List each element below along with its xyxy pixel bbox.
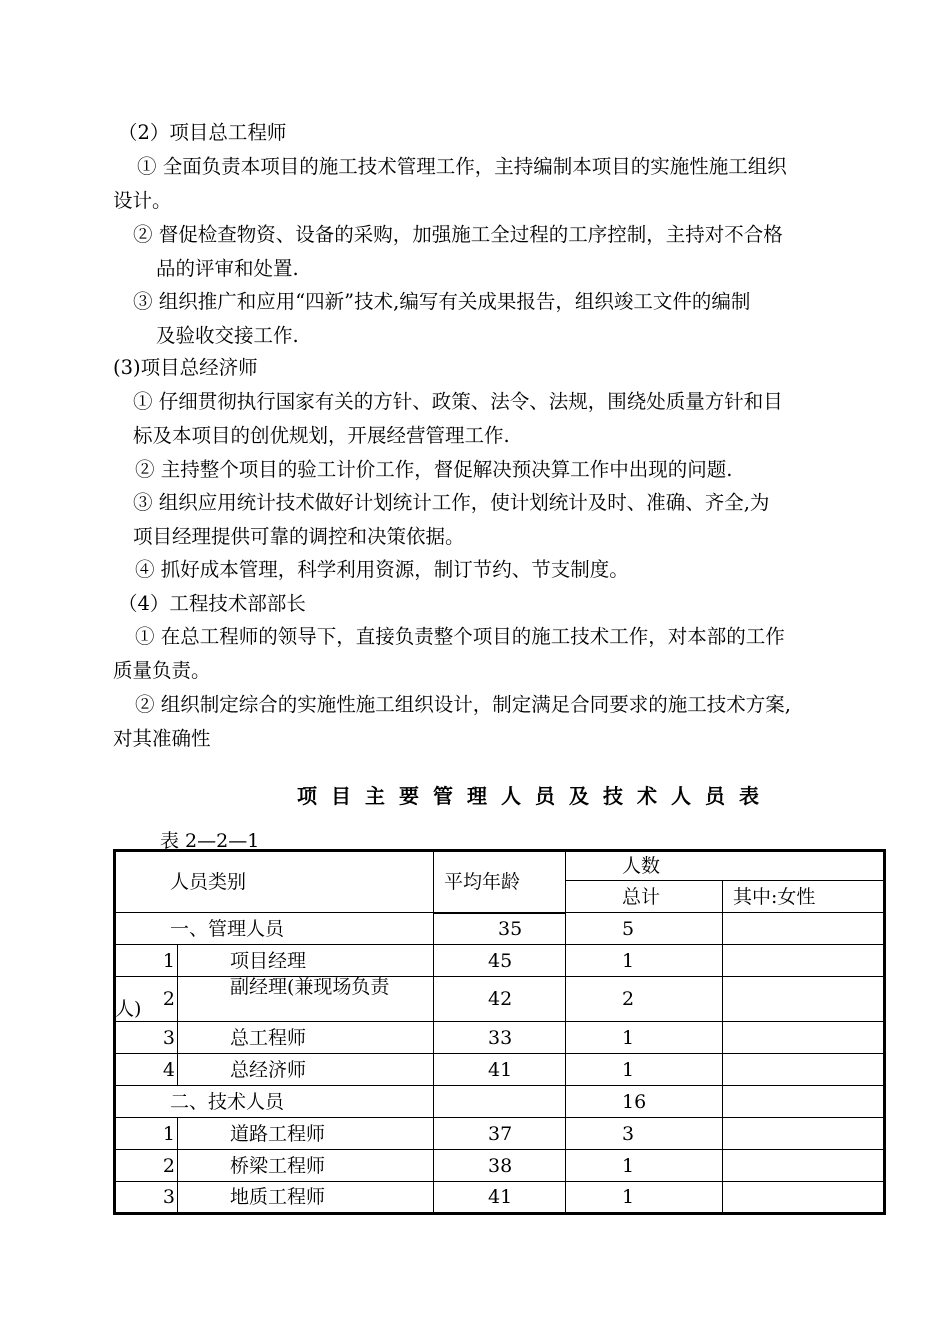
row-index: 3 <box>115 1022 178 1054</box>
staff-table <box>113 849 886 1215</box>
heading-tech-dept: （4）工程技术部部长 <box>118 592 306 615</box>
row-avg-age: 38 <box>434 1150 566 1182</box>
row-total: 2 <box>566 977 723 1022</box>
paragraph-line: ④ 抓好成本管理，科学利用资源，制订节约、节支制度。 <box>135 558 629 581</box>
row-female <box>723 1022 885 1054</box>
section-female <box>723 1086 885 1118</box>
row-name: 桥梁工程师 <box>178 1150 434 1182</box>
row-avg-age: 41 <box>434 1182 566 1214</box>
section-total: 5 <box>566 913 723 945</box>
paragraph-line: ① 在总工程师的领导下，直接负责整个项目的施工技术工作，对本部的工作 <box>135 625 785 648</box>
row-female <box>723 1182 885 1214</box>
paragraph-line: 项目经理提供可靠的调控和决策依据。 <box>133 525 465 548</box>
row-total: 1 <box>566 1022 723 1054</box>
section-label: 二、技术人员 <box>115 1086 434 1118</box>
table-title: 项目主要管理人员及技术人员表 <box>297 784 773 808</box>
row-female <box>723 1118 885 1150</box>
row-female <box>723 1054 885 1086</box>
section-female <box>723 913 885 945</box>
table-row <box>115 945 885 977</box>
section-row-technical <box>115 1086 885 1118</box>
header-avg-age: 平均年龄 <box>434 851 566 913</box>
table-row <box>115 1022 885 1054</box>
section-label: 一、管理人员 <box>115 913 434 945</box>
paragraph-line: 设计。 <box>113 189 172 212</box>
row-index: 1 <box>115 945 178 977</box>
table-row <box>115 1054 885 1086</box>
section-row-management <box>115 913 885 945</box>
row-total: 1 <box>566 1054 723 1086</box>
paragraph-line: 及验收交接工作. <box>156 324 299 347</box>
table-header-row <box>115 851 885 881</box>
paragraph-line: 对其准确性 <box>113 727 211 750</box>
row-name: 项目经理 <box>178 945 434 977</box>
row-index: 3 <box>115 1182 178 1214</box>
row-total: 1 <box>566 1182 723 1214</box>
paragraph-line: 质量负责。 <box>113 659 211 682</box>
paragraph-line: ② 督促检查物资、设备的采购，加强施工全过程的工序控制，主持对不合格 <box>133 223 783 246</box>
row-name: 总工程师 <box>178 1022 434 1054</box>
heading-chief-engineer: （2）项目总工程师 <box>118 121 287 144</box>
paragraph-line: ② 主持整个项目的验工计价工作，督促解决预决算工作中出现的问题. <box>135 458 733 481</box>
row-total: 1 <box>566 1150 723 1182</box>
section-total: 16 <box>566 1086 723 1118</box>
row-index: 2 <box>115 977 178 1022</box>
paragraph-line: ③ 组织应用统计技术做好计划统计工作，使计划统计及时、准确、齐全,为 <box>133 491 770 514</box>
section-avg-age: 35 <box>434 913 566 945</box>
row-index: 1 <box>115 1118 178 1150</box>
header-count-group: 人数 <box>566 851 885 881</box>
row-index: 2 <box>115 1150 178 1182</box>
header-category: 人员类别 <box>115 851 434 913</box>
row-avg-age: 37 <box>434 1118 566 1150</box>
table-row <box>115 977 885 1022</box>
row-total: 1 <box>566 945 723 977</box>
header-total: 总计 <box>566 881 723 913</box>
table-row <box>115 1182 885 1214</box>
paragraph-line: ③ 组织推广和应用“四新”技术,编写有关成果报告，组织竣工文件的编制 <box>133 290 751 313</box>
row-avg-age: 45 <box>434 945 566 977</box>
row-avg-age: 33 <box>434 1022 566 1054</box>
table-caption: 表 2—2—1 <box>160 830 260 852</box>
row-index: 4 <box>115 1054 178 1086</box>
paragraph-line: ② 组织制定综合的实施性施工组织设计，制定满足合同要求的施工技术方案, <box>135 693 791 716</box>
header-female: 其中:女性 <box>723 881 885 913</box>
row-total: 3 <box>566 1118 723 1150</box>
section-avg-age <box>434 1086 566 1118</box>
row-name: 总经济师 <box>178 1054 434 1086</box>
heading-chief-economist: (3)项目总经济师 <box>113 356 258 379</box>
row-female <box>723 945 885 977</box>
row-name-text: 副经理(兼现场负责人) <box>115 976 390 1020</box>
row-name <box>115 976 434 1022</box>
row-avg-age: 41 <box>434 1054 566 1086</box>
row-female <box>723 977 885 1022</box>
paragraph-line: 标及本项目的创优规划，开展经营管理工作. <box>133 424 510 447</box>
paragraph-line: 品的评审和处置. <box>156 257 299 280</box>
paragraph-line: ① 仔细贯彻执行国家有关的方针、政策、法令、法规，围绕处质量方针和目 <box>133 390 783 413</box>
table-row <box>115 1150 885 1182</box>
table-row <box>115 1118 885 1150</box>
row-avg-age: 42 <box>434 977 566 1022</box>
row-female <box>723 1150 885 1182</box>
paragraph-line: ① 全面负责本项目的施工技术管理工作，主持编制本项目的实施性施工组织 <box>137 155 787 178</box>
row-name: 道路工程师 <box>178 1118 434 1150</box>
row-name: 地质工程师 <box>178 1182 434 1214</box>
